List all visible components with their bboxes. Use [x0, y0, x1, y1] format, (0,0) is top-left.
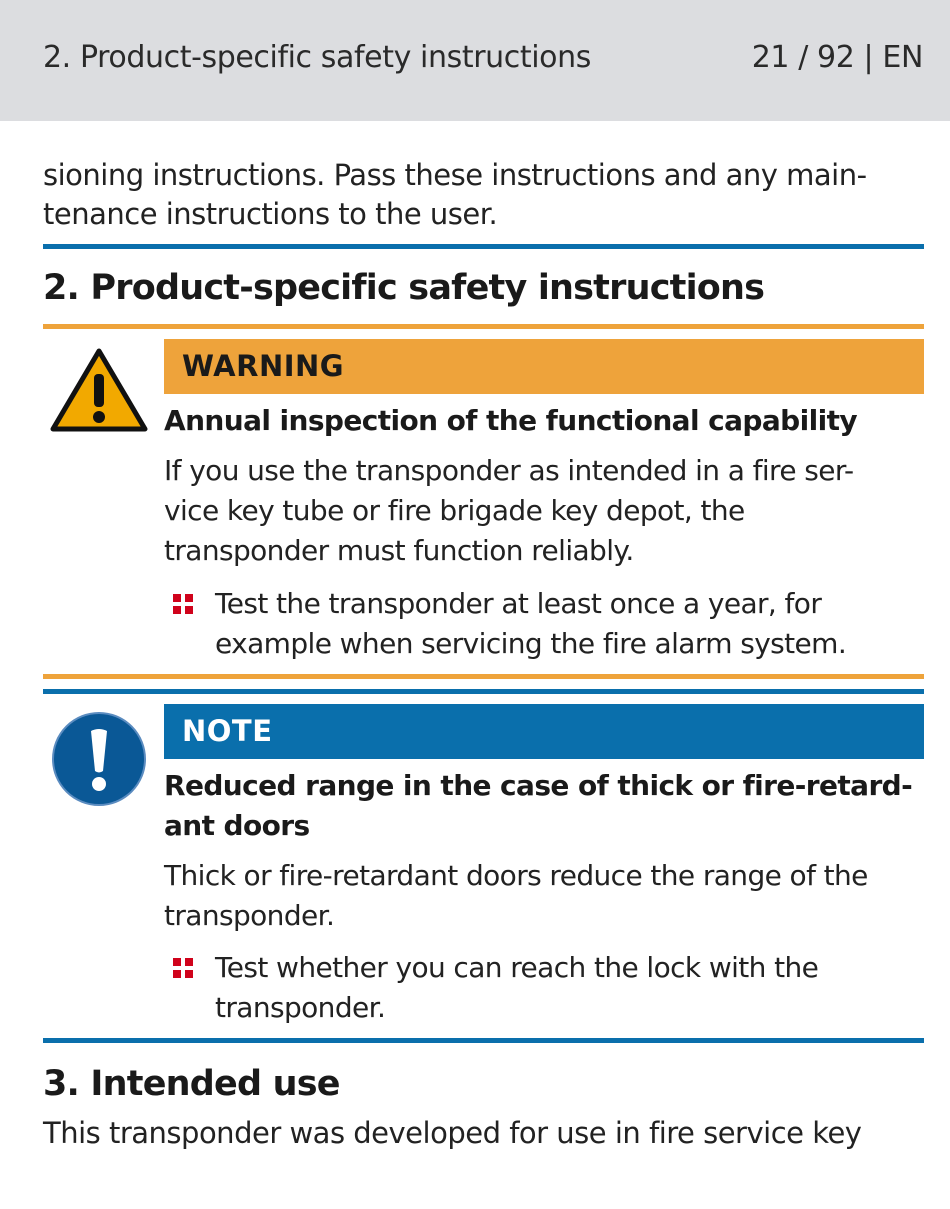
note-text-line: Thick or fire-retardant doors reduce the range of the [164, 859, 868, 892]
page-indicator: 21 / 92 | EN [751, 40, 923, 75]
warning-action-line: Test the transponder at least once a year, for [215, 587, 822, 620]
section-divider [43, 244, 924, 249]
warning-text-line: vice key tube or fire brigade key depot, the [164, 494, 745, 527]
section-heading-2: 2. Product-specific safety instructions [43, 268, 765, 308]
exclamation-circle-icon [51, 711, 147, 811]
warning-action [215, 584, 924, 664]
warning-text-line: transponder must function reliably. [164, 534, 634, 567]
section3-text: This transponder was developed for use in fire service key [43, 1116, 862, 1150]
header-title: 2. Product-specific safety instructions [43, 40, 591, 75]
note-title [164, 766, 924, 846]
intro-line: tenance instructions to the user. [43, 197, 498, 231]
warning-action-line: example when servicing the fire alarm system. [215, 627, 847, 660]
page-header [0, 0, 950, 121]
warning-text-line: If you use the transponder as intended in a fire ser- [164, 454, 854, 487]
note-banner: NOTE [164, 704, 924, 759]
note-bottom-rule [43, 1038, 924, 1043]
warning-title: Annual inspection of the functional capability [164, 404, 858, 437]
warning-triangle-icon [50, 347, 148, 437]
action-square-icon [173, 958, 193, 978]
note-title-line: Reduced range in the case of thick or fire-retard- [164, 769, 913, 802]
section-heading-3: 3. Intended use [43, 1064, 340, 1104]
warning-bottom-rule [43, 674, 924, 679]
warning-banner: WARNING [164, 339, 924, 394]
action-square-icon [173, 594, 193, 614]
intro-paragraph [43, 156, 924, 234]
intro-line: sioning instructions. Pass these instructions and any main- [43, 158, 867, 192]
note-text-line: transponder. [164, 899, 335, 932]
warning-text [164, 451, 924, 571]
note-title-line: ant doors [164, 809, 310, 842]
note-text [164, 856, 924, 936]
note-action-line: transponder. [215, 991, 386, 1024]
note-top-rule [43, 689, 924, 694]
note-action [215, 948, 924, 1028]
warning-top-rule [43, 324, 924, 329]
note-action-line: Test whether you can reach the lock with the [215, 951, 819, 984]
